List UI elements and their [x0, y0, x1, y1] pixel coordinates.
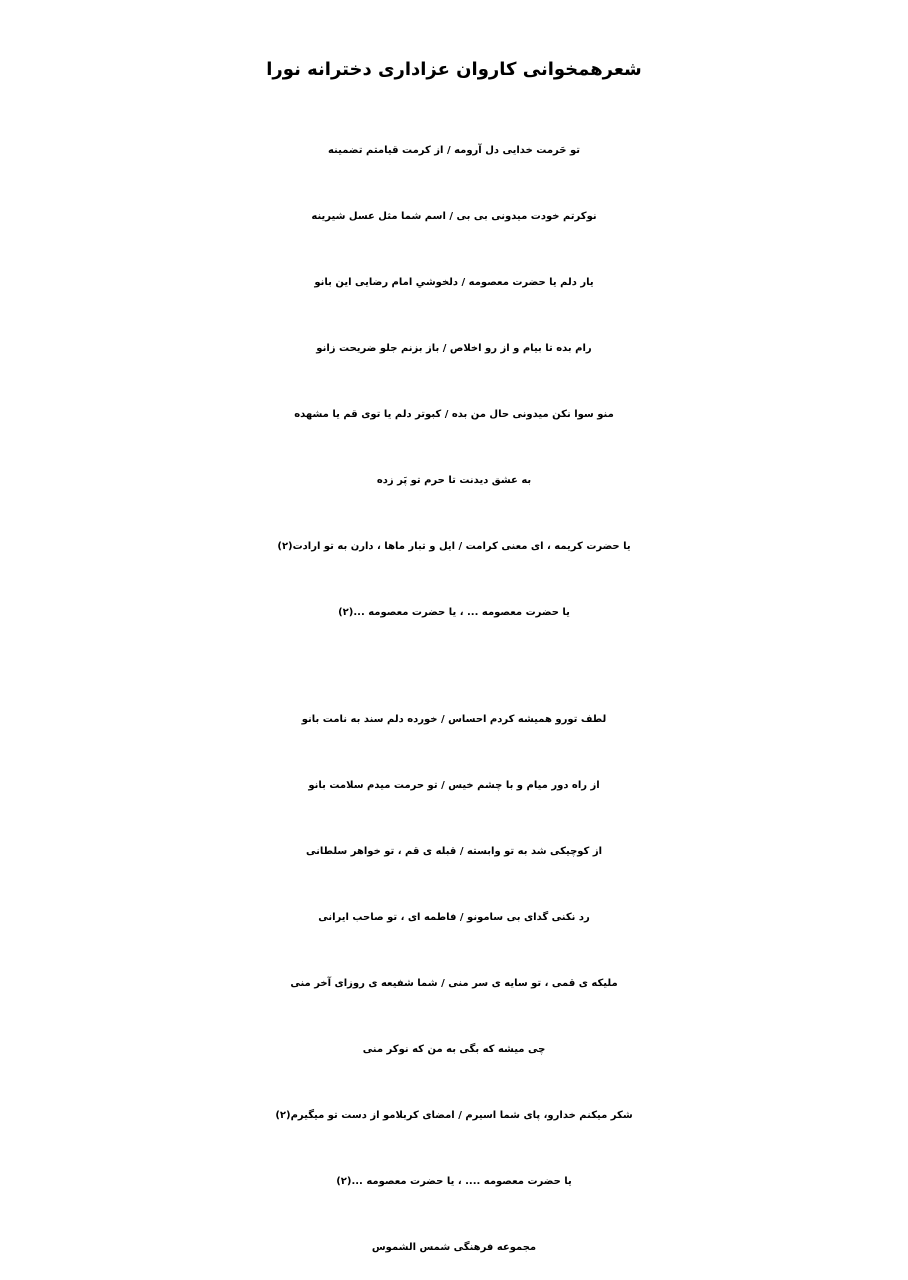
chorus-line: شکر میکنم خدارو، پای شما اسیرم / امضای کربلامو از دست تو میگیرم(۲) [275, 1110, 633, 1121]
publisher-credit: مجموعه فرهنگی شمس الشموس [371, 1242, 537, 1253]
verse-line: لطف تورو همیشه کردم احساس / خورده دلم سند به نامت بانو [301, 714, 607, 725]
verse-line: رام بده تا بیام و از رو اخلاص / باز بزنم جلو ضریحت زانو [316, 343, 592, 354]
verse-line: رد نکنی گدای بی سامونو / فاطمه ای ، تو صاحب ایرانی [318, 912, 590, 923]
verse-line: از راه دور میام و با چشم خیس / تو حرمت میدم سلامت بانو [308, 780, 600, 791]
chorus-refrain: یا حضرت معصومه .... ، یا حضرت معصومه ...(۲) [336, 1176, 572, 1187]
stanza-2 [0, 687, 908, 1215]
verse-line: ملیکه ی قمی ، تو سایه ی سر منی / شما شفیعه ی روزای آخر منی [290, 978, 618, 989]
poem-title: شعرهمخوانی کاروان عزاداری دخترانه نورا [266, 59, 642, 80]
verse-line: تو حَرمت خدایی دل آرومه / از کرمت قیامتم تضمینه [327, 145, 580, 156]
verse-line: منو سوا نکن میدونی حال من بده / کبوتر دلم یا توی قم یا مشهده [294, 409, 614, 420]
chorus-line: یا حضرت کریمه ، ای معنی کرامت / ایل و تبار ماها ، دارن به تو ارادت(۲) [277, 541, 631, 552]
verse-line: یار دلم یا حضرت معصومه / دلخوشیِ امام رضایی این بانو [314, 277, 594, 288]
verse-line: به عشق دیدنت تا حرم تو پَر زده [376, 475, 532, 486]
verse-line: نوکرتم خودت میدونی بی بی / اسم شما مثل عسل شیرینه [311, 211, 597, 222]
stanza-1 [0, 118, 908, 646]
verse-line: از کوچیکی شد به تو وابسته / قبله ی قم ، تو خواهر سلطانی [305, 846, 603, 857]
verse-line: چی میشه که بگی به من که نوکر منی [362, 1044, 546, 1055]
chorus-refrain: یا حضرت معصومه ... ، یا حضرت معصومه ...(۲) [338, 607, 570, 618]
